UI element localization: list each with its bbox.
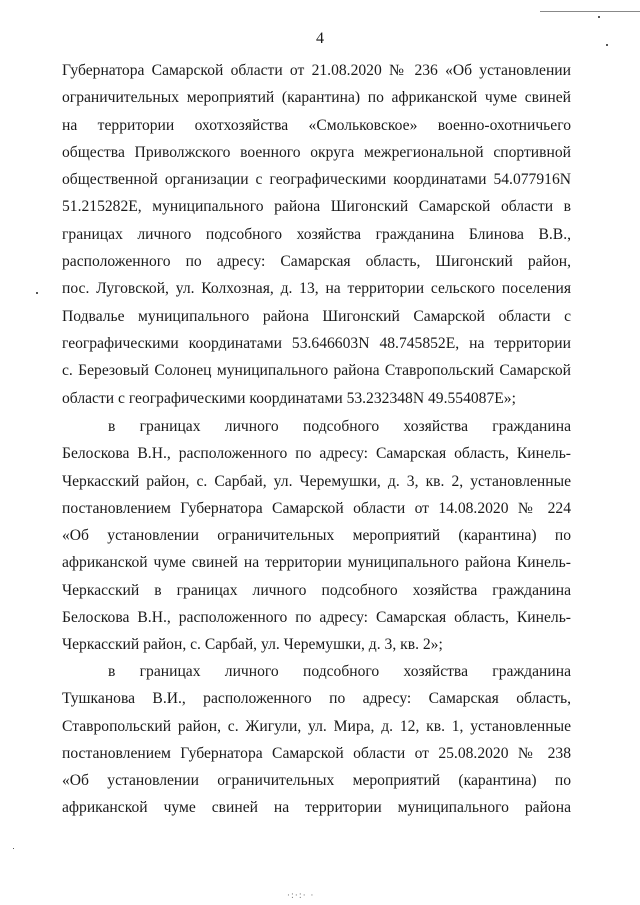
text-line: Губернатора Самарской области от 21.08.2020 № 236 «Об установлении [62, 62, 571, 79]
text-line: постановлением Губернатора Самарской области от 14.08.2020 № 224 [62, 499, 571, 517]
text-line: ограничительных мероприятий (карантина) по африканской чуме свиней [62, 89, 571, 107]
text-line: в границах личного подсобного хозяйства гражданина [108, 418, 571, 435]
text-line: в границах личного подсобного хозяйства гражданина [108, 663, 571, 680]
text-line: пос. Луговской, ул. Колхозная, д. 13, на территории сельского поселения [62, 280, 571, 298]
text-line: общества Приволжского военного округа межрегиональной спортивной [62, 143, 571, 161]
text-line: границах личного подсобного хозяйства гражданина Блинова В.В., [62, 225, 571, 243]
text-line: африканской чуме свиней на территории муниципального района [62, 799, 571, 817]
scan-smudge: ·:·:· · [287, 891, 315, 901]
text-line: «Об установлении ограничительных мероприятий (карантина) по [62, 527, 571, 545]
paragraph-beloskov [62, 413, 571, 659]
paragraph-tushkanov [62, 658, 571, 822]
scan-speck [13, 848, 14, 849]
text-line: постановлением Губернатора Самарской области от 25.08.2020 № 238 [62, 744, 571, 762]
text-line: Черкасский район, с. Сарбай, ул. Черемушки, д. 3, кв. 2, установленные [62, 472, 571, 490]
text-line: Тушканова В.И., расположенного по адресу: Самарская область, [62, 690, 571, 708]
scan-speck [36, 292, 38, 294]
paragraph-continuation [62, 57, 571, 412]
text-line: области с географическими координатами 53.232348N 49.554087E»; [62, 389, 516, 407]
text-line: расположенного по адресу: Самарская область, Шигонский район, [62, 253, 571, 271]
text-line: Черкасский район, с. Сарбай, ул. Черемушки, д. 3, кв. 2»; [62, 636, 443, 654]
scan-speck [598, 16, 600, 18]
text-line: общественной организации с географическими координатами 54.077916N [62, 171, 571, 189]
text-line: на территории охотхозяйства «Смольковское» военно-охотничьего [62, 116, 571, 134]
text-line: 51.215282E, муниципального района Шигонский Самарской области в [62, 198, 571, 216]
text-line: Белоскова В.Н., расположенного по адресу: Самарская область, Кинель- [62, 609, 571, 627]
text-line: Ставропольский район, с. Жигули, ул. Мира, д. 12, кв. 1, установленные [62, 717, 571, 735]
text-line: Подвалье муниципального района Шигонский Самарской области с [62, 307, 571, 325]
text-line: Белоскова В.Н., расположенного по адресу: Самарская область, Кинель- [62, 445, 571, 463]
text-line: с. Березовый Солонец муниципального района Ставропольский Самарской [62, 362, 571, 380]
text-line: Черкасский в границах личного подсобного хозяйства гражданина [62, 581, 571, 599]
page-number: 4 [316, 30, 324, 47]
text-line: «Об установлении ограничительных мероприятий (карантина) по [62, 772, 571, 790]
scan-edge-line [540, 11, 640, 12]
text-line: географическими координатами 53.646603N 48.745852E, на территории [62, 334, 571, 352]
scan-speck [606, 44, 608, 46]
text-line: африканской чуме свиней на территории муниципального района Кинель- [62, 554, 571, 572]
